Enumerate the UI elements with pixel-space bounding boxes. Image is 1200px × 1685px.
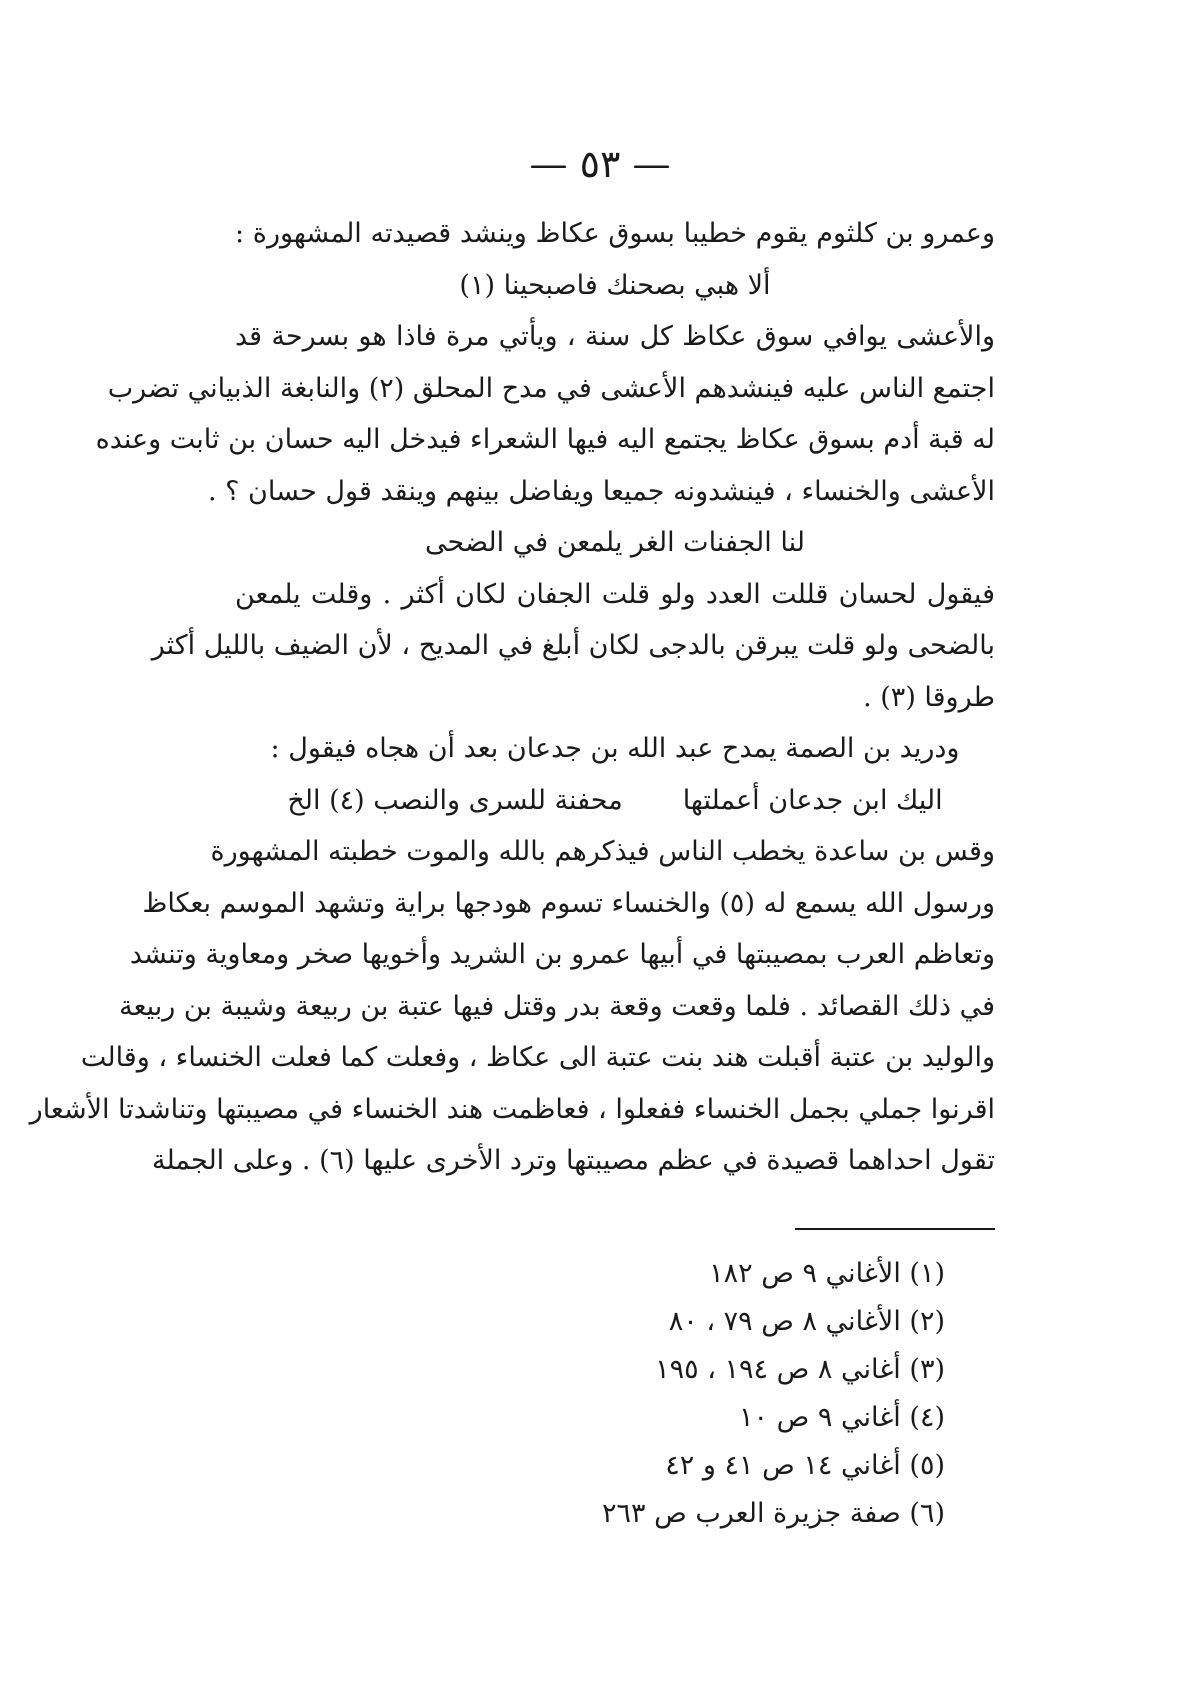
text-line: ورسول الله يسمع له (٥) والخنساء تسوم هودجها براية وتشهد الموسم بعكاظ — [142, 887, 995, 919]
verse-line: ألا هبي بصحنك فاصبحينا (١) — [459, 269, 771, 301]
footnote-item: (٢) الأغاني ٨ ص ٧٩ ، ٨٠ — [668, 1306, 945, 1337]
text-line: اجتمع الناس عليه فينشدهم الأعشى في مدح المحلق (٢) والنابغة الذبياني تضرب — [107, 372, 995, 404]
verse-first-hemistich: اليك ابن جدعان أعملتها — [682, 784, 943, 816]
text-line: اقرنوا جملي بجمل الخنساء ففعلوا ، فعاظمت هند الخنساء في مصيبتها وتناشدتا الأشعار — [29, 1093, 995, 1125]
footnotes — [600, 1250, 945, 1538]
text-line: في ذلك القصائد . فلما وقعت وقعة بدر وقتل فيها عتبة بن ربيعة وشيبة بن ربيعة — [119, 990, 995, 1022]
footnote-item: (٤) أغاني ٩ ص ١٠ — [739, 1402, 945, 1433]
footnote-divider — [795, 1228, 995, 1230]
footnote-item: (٥) أغاني ١٤ ص ٤١ و ٤٢ — [665, 1450, 945, 1481]
text-line: تقول احداهما قصيدة في عظم مصيبتها وترد الأخرى عليها (٦) . وعلى الجملة — [152, 1145, 995, 1176]
verse-couplet — [235, 775, 995, 827]
text-line: ودريد بن الصمة يمدح عبد الله بن جدعان بعد أن هجاه فيقول : — [270, 733, 960, 764]
verse-line: لنا الجفنات الغر يلمعن في الضحى — [425, 527, 805, 558]
page-number: — ٥٣ — — [529, 142, 671, 186]
text-line: فيقول لحسان قللت العدد ولو قلت الجفان لكان أكثر . وقلت يلمعن — [235, 578, 995, 610]
body-text — [29, 208, 995, 1187]
text-line: طروقا (٣) . — [863, 681, 995, 713]
text-line: بالضحى ولو قلت يبرقن بالدجى لكان أبلغ في المديح ، لأن الضيف بالليل أكثر — [151, 630, 995, 661]
footnote-item: (٦) صفة جزيرة العرب ص ٢٦٣ — [602, 1498, 945, 1529]
footnote-item: (١) الأغاني ٩ ص ١٨٢ — [709, 1258, 945, 1289]
text-line: الأعشى والخنساء ، فينشدونه جميعا ويفاضل بينهم وينقد قول حسان ؟ . — [207, 475, 995, 507]
verse-second-hemistich: محفنة للسرى والنصب (٤) الخ — [287, 784, 623, 816]
footnote-item: (٣) أغاني ٨ ص ١٩٤ ، ١٩٥ — [655, 1354, 945, 1385]
text-line: والوليد بن عتبة أقبلت هند بنت عتبة الى عكاظ ، وفعلت كما فعلت الخنساء ، وقالت — [80, 1042, 995, 1073]
text-line: وعمرو بن كلثوم يقوم خطيبا بسوق عكاظ وينشد قصيدته المشهورة : — [235, 218, 995, 249]
text-line: والأعشى يوافي سوق عكاظ كل سنة ، ويأتي مرة فاذا هو بسرحة قد — [235, 321, 995, 352]
text-line: وقس بن ساعدة يخطب الناس فيذكرهم بالله والموت خطبته المشهورة — [210, 836, 995, 867]
text-line: له قبة أدم بسوق عكاظ يجتمع اليه فيها الشعراء فيدخل اليه حسان بن ثابت وعنده — [95, 424, 995, 455]
text-line: وتعاظم العرب بمصيبتها في أبيها عمرو بن الشريد وأخويها صخر ومعاوية وتنشد — [129, 939, 995, 970]
